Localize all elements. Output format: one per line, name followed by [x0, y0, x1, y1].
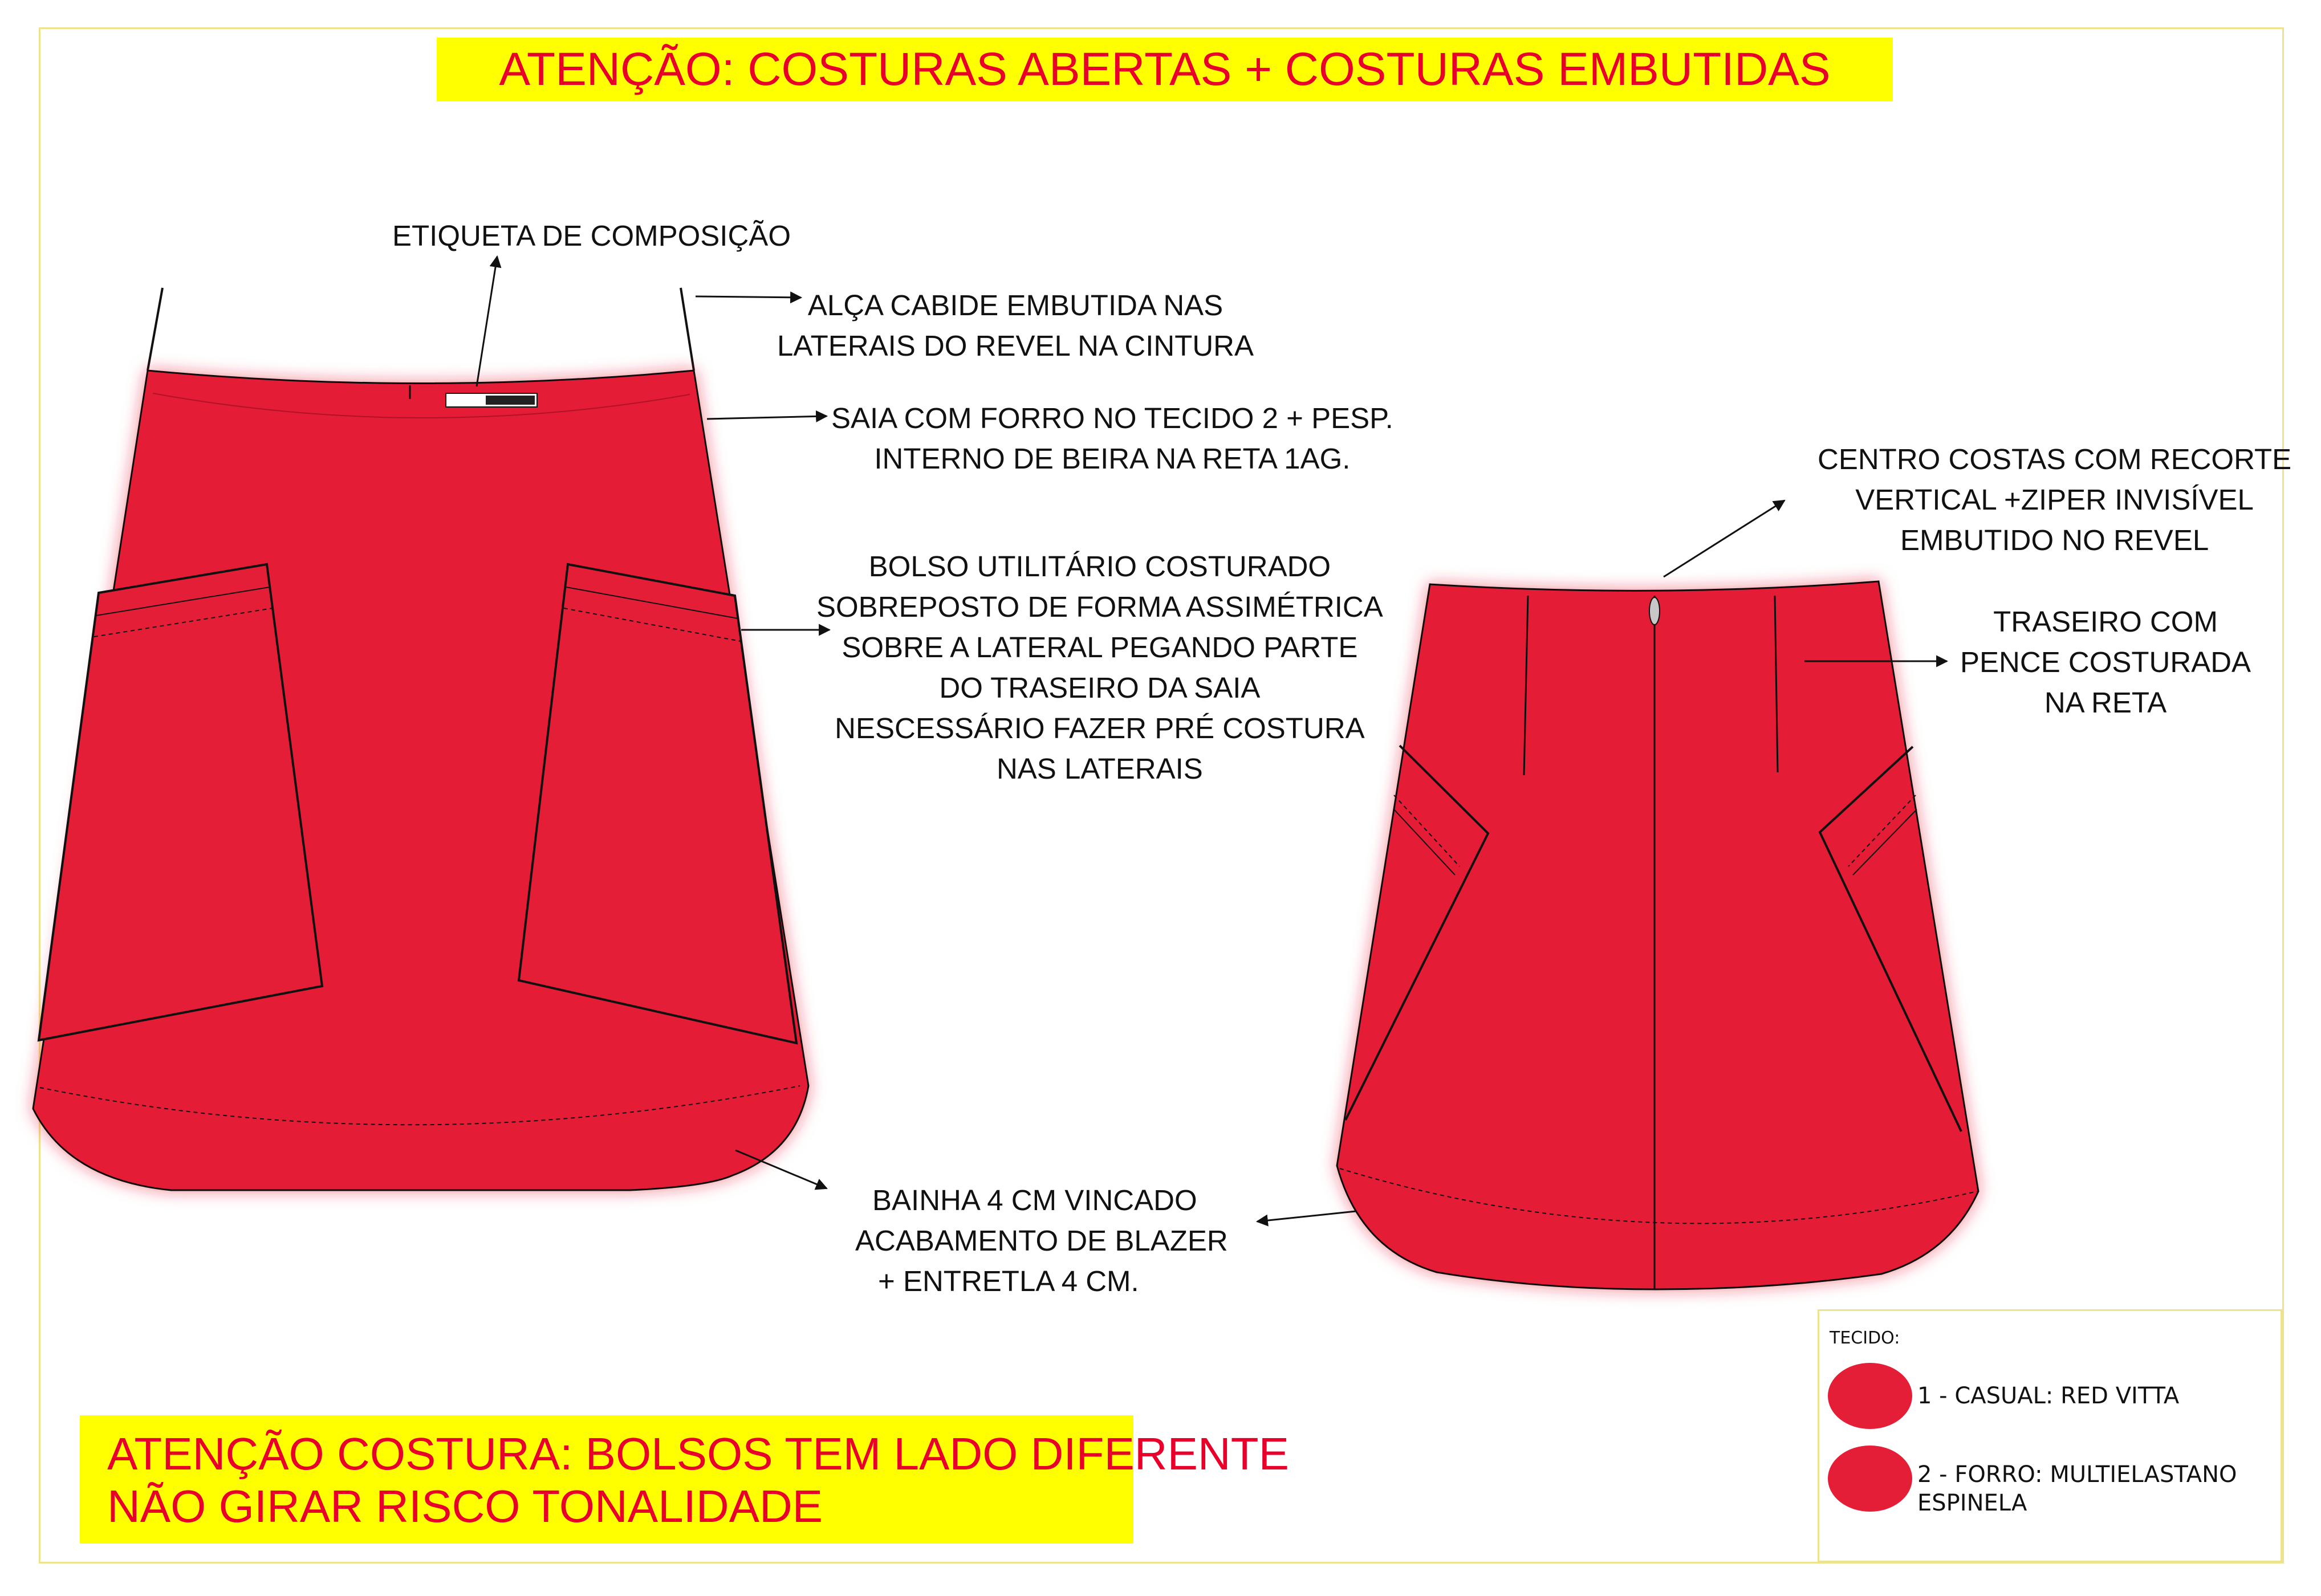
note-bainha: BAINHA 4 CM VINCADO ACABAMENTO DE BLAZER + ENTRETLA 4 CM.: [855, 1184, 1228, 1297]
back-skirt: [1337, 581, 1978, 1289]
warning-banner: [80, 1415, 1289, 1544]
swatch-forro: [1828, 1446, 1912, 1512]
swatch-casual: [1828, 1363, 1912, 1429]
legend-title: TECIDO:: [1830, 1328, 1900, 1348]
note-etiqueta: ETIQUETA DE COMPOSIÇÃO: [392, 219, 791, 252]
legend-label-forro: 2 - FORRO: MULTIELASTANO ESPINELA: [1917, 1461, 2237, 1516]
back-skirt-body: [1337, 581, 1978, 1289]
front-waist-line-right: [681, 288, 694, 370]
warning-line-1: ATENÇÃO COSTURA: BOLSOS TEM LADO DIFERENTE: [107, 1428, 1289, 1479]
note-traseiro: TRASEIRO COM PENCE COSTURADA NA RETA: [1960, 605, 2251, 719]
note-alca: ALÇA CABIDE EMBUTIDA NAS LATERAIS DO REVEL NA CINTURA: [777, 289, 1254, 362]
arrow-centro-costas: [1664, 500, 1785, 577]
invisible-zipper: [1649, 597, 1660, 625]
note-centro-costas: CENTRO COSTAS COM RECORTE VERTICAL +ZIPER INVISÍVEL EMBUTIDO NO REVEL: [1818, 443, 2292, 556]
front-pocket-right: [519, 564, 796, 1043]
arrow-forro: [707, 416, 827, 419]
front-skirt: [33, 256, 808, 1190]
fabric-legend: [1818, 1309, 2282, 1562]
warning-line-2: NÃO GIRAR RISCO TONALIDADE: [107, 1481, 823, 1532]
note-bolso: BOLSO UTILITÁRIO COSTURADO SOBREPOSTO DE FORMA ASSIMÉTRICA SOBRE A LATERAL PEGANDO PARTE DO TRASEIRO DA SAIA NESCESSÁRIO FAZER PRÉ COSTURA NAS LATERAIS: [816, 550, 1383, 785]
arrow-bainha: [735, 1150, 827, 1188]
header-banner: ATENÇÃO: COSTURAS ABERTAS + COSTURAS EMBUTIDAS: [437, 38, 1893, 101]
arrow-bainha-back: [1257, 1211, 1356, 1222]
note-forro: SAIA COM FORRO NO TECIDO 2 + PESP. INTERNO DE BEIRA NA RETA 1AG.: [831, 402, 1393, 475]
front-waist-line-left: [148, 288, 162, 370]
label-pointer: [477, 256, 497, 386]
legend-label-casual: 1 - CASUAL: RED VITTA: [1917, 1383, 2180, 1409]
